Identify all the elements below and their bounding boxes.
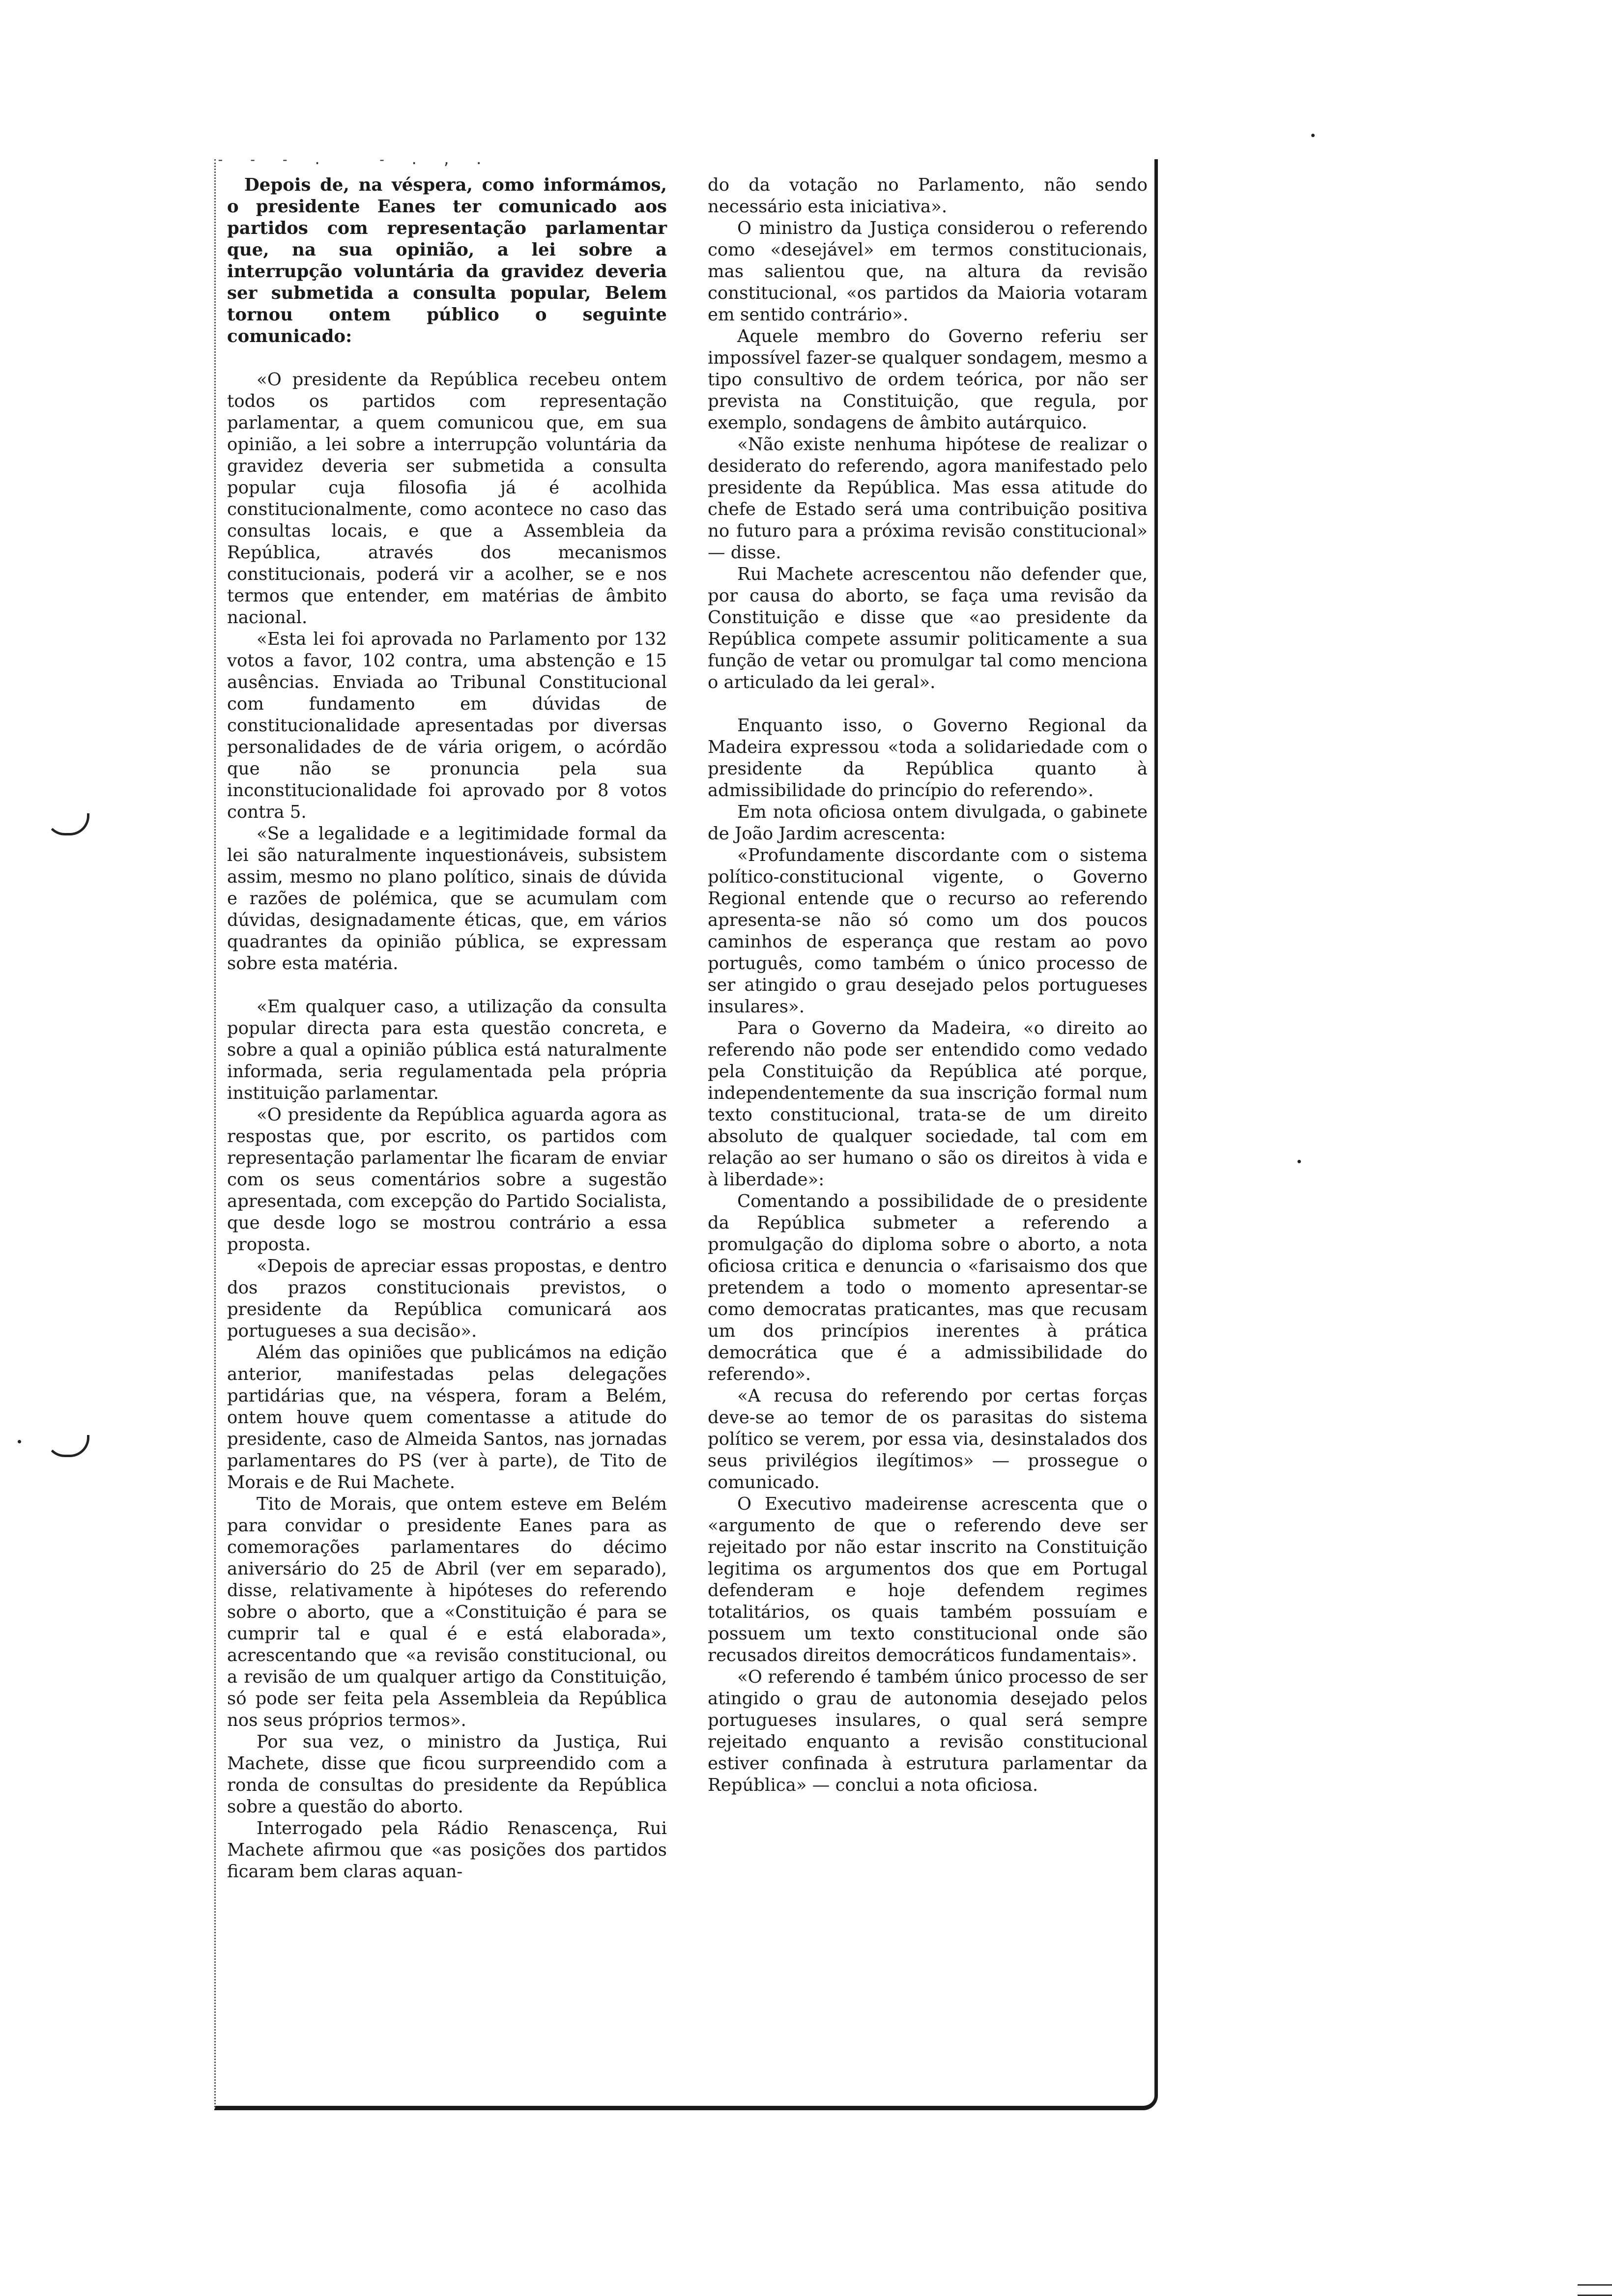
article-paragraph: Interrogado pela Rádio Renascença, Rui Machete afirmou que «as posições dos partidos ficaram bem claras aquan- xyxy=(227,1818,667,1882)
article-paragraph: «Esta lei foi aprovada no Parlamento por 132 votos a favor, 102 contra, uma abstenção e 15 ausências. Enviada ao Tribunal Constitucional com fundamento em dúvidas de constitucionalidade apresentadas por diversas personalidades de de vária origem, o acórdão que não se pronuncia pela sua inconstitucionalidade foi aprovado por 8 votos contra 5. xyxy=(227,629,667,822)
scan-edge-mark xyxy=(1578,2284,1612,2296)
article-paragraph: «Não existe nenhuma hipótese de realizar o desiderato do referendo, agora manifestado pelo presidente da República. Mas essa atitude do chefe de Estado será uma contribuição positiva no futuro para a próxima revisão constitucional» — disse. xyxy=(708,434,1148,563)
article-paragraph: «O presidente da República recebeu ontem todos os partidos com representação parlamentar, a quem comunicou que, em sua opinião, a lei sobre a interrupção voluntária da gravidez deveria ser submetida a consulta popular cuja filosofia já é acolhida constitucionalmente, como acontece no caso das consultas locais, e que a Assembleia da República, através dos mecanismos constitucionais, poderá vir a acolher, se e nos termos que entender, em matérias de âmbito nacional. xyxy=(227,370,667,628)
article-column-left xyxy=(227,174,667,1883)
article-paragraph: Enquanto isso, o Governo Regional da Madeira expressou «toda a solidariedade com o presidente da República quanto à admissibilidade do princípio do referendo». xyxy=(708,716,1148,801)
article-paragraph: Em nota oficiosa ontem divulgada, o gabinete de João Jardim acrescenta: xyxy=(708,802,1148,844)
binder-hole-mark xyxy=(45,813,89,835)
article-paragraph: O ministro da Justiça considerou o referendo como «desejável» em termos constitucionais, mas salientou que, na altura da revisão constitucional, «os partidos da Maioria votaram em sentido contrário». xyxy=(708,218,1148,325)
scan-speck xyxy=(1297,1160,1301,1163)
scan-speck xyxy=(18,1440,21,1443)
article-paragraph: «Depois de apreciar essas propostas, e dentro dos prazos constitucionais previstos, o presidente da República comunicará aos portugueses a sua decisão». xyxy=(227,1256,667,1341)
scan-speck xyxy=(1311,134,1315,137)
article-paragraph: «Profundamente discordante com o sistema político-constitucional vigente, o Governo Regional entende que o recurso ao referendo apresenta-se não só como um dos poucos caminhos de esperança que restam ao povo português, como também o único processo de ser atingido o grau desejado pelos portugueses insulares». xyxy=(708,845,1148,1017)
article-paragraph: «O presidente da República aguarda agora as respostas que, por escrito, os partidos com representação parlamentar lhe ficaram de enviar com os seus comentários sobre a sugestão apresentada, com excepção do Partido Socialista, que desde logo se mostrou contrário a essa proposta. xyxy=(227,1105,667,1255)
article-paragraph: Por sua vez, o ministro da Justiça, Rui Machete, disse que ficou surpreendido com a ronda de consultas do presidente da República sobre a questão do aborto. xyxy=(227,1732,667,1817)
scan-noise: - - - . - . , . xyxy=(216,151,491,168)
article-paragraph: Comentando a possibilidade de o presidente da República submeter a referendo a promulgação do diploma sobre o aborto, a nota oficiosa critica e denuncia o «farisaismo dos que pretendem a todo o momento apresentar-se como democratas praticantes, mas que recusam um dos princípios inerentes à prática democrática que é a admissibilidade do referendo». xyxy=(708,1191,1148,1384)
article-paragraph: Tito de Morais, que ontem esteve em Belém para convidar o presidente Eanes para as comemorações parlamentares do décimo aniversário do 25 de Abril (ver em separado), disse, relativamente à hipóteses do referendo sobre o aborto, que a «Constituição é para se cumprir tal e qual é e está elaborada», acrescentando que «a revisão constitucional, ou a revisão de um qualquer artigo da Constituição, só pode ser feita pela Assembleia da República nos seus próprios termos». xyxy=(227,1494,667,1730)
article-paragraph: Rui Machete acrescentou não defender que, por causa do aborto, se faça uma revisão da Constituição e disse que «ao presidente da República compete assumir politicamente a sua função de vetar ou promulgar tal como menciona o articulado da lei geral». xyxy=(708,564,1148,692)
newspaper-clipping xyxy=(197,147,1160,2113)
article-paragraph: Além das opiniões que publicámos na edição anterior, manifestadas pelas delegações partidárias que, na véspera, foram a Belém, ontem houve quem comentasse a atitude do presidente, caso de Almeida Santos, nas jornadas parlamentares do PS (ver à parte), de Tito de Morais e de Rui Machete. xyxy=(227,1343,667,1492)
lead-paragraph: Depois de, na véspera, como informámos, o presidente Eanes ter comunicado aos partidos com representação parlamentar que, na sua opinião, a lei sobre a interrupção voluntária da gravidez deveria ser submetida a consulta popular, Belem tornou ontem público o seguinte comunicado: xyxy=(227,175,667,346)
binder-hole-mark xyxy=(45,1435,89,1457)
article-paragraph: «Se a legalidade e a legitimidade formal da lei são naturalmente inquestionáveis, subsistem assim, mesmo no plano político, sinais de dúvida e razões de polémica, que se acumulam com dúvidas, designadamente éticas, que, em vários quadrantes da opinião pública, se expressam sobre esta matéria. xyxy=(227,824,667,974)
article-column-right xyxy=(708,174,1148,1796)
article-paragraph: O Executivo madeirense acrescenta que o «argumento de que o referendo deve ser rejeitado por não estar inscrito na Constituição legitima os argumentos dos que em Portugal defenderam e hoje defendem regimes totalitários, os quais também possuíam e possuem um texto constitucional onde são recusados direitos democráticos fundamentais». xyxy=(708,1494,1148,1665)
article-paragraph: «Em qualquer caso, a utilização da consulta popular directa para esta questão concreta, e sobre a qual a opinião pública está naturalmente informada, seria regulamentada pela própria instituição parlamentar. xyxy=(227,997,667,1103)
article-paragraph: «O referendo é também único processo de ser atingido o grau de autonomia desejado pelos portugueses insulares, o qual será sempre rejeitado enquanto a revisão constitucional estiver confinada à estrutura parlamentar da República» — conclui a nota oficiosa. xyxy=(708,1667,1148,1795)
article-paragraph: Para o Governo da Madeira, «o direito ao referendo não pode ser entendido como vedado pela Constituição da República até porque, independentemente da sua inscrição formal num texto constitucional, trata-se de um direito absoluto de qualquer sociedade, tal com em relação ao ser humano o são os direitos à vida e à liberdade»: xyxy=(708,1018,1148,1190)
article-paragraph: do da votação no Parlamento, não sendo necessário esta iniciativa». xyxy=(708,175,1148,217)
article-paragraph: «A recusa do referendo por certas forças deve-se ao temor de os parasitas do sistema político se verem, por essa via, desinstalados dos seus privilégios ilegítimos» — prossegue o comunicado. xyxy=(708,1386,1148,1492)
article-paragraph: Aquele membro do Governo referiu ser impossível fazer-se qualquer sondagem, mesmo a tipo consultivo de ordem teórica, por não ser prevista na Constituição, que regula, por exemplo, sondagens de âmbito autárquico. xyxy=(708,326,1148,433)
